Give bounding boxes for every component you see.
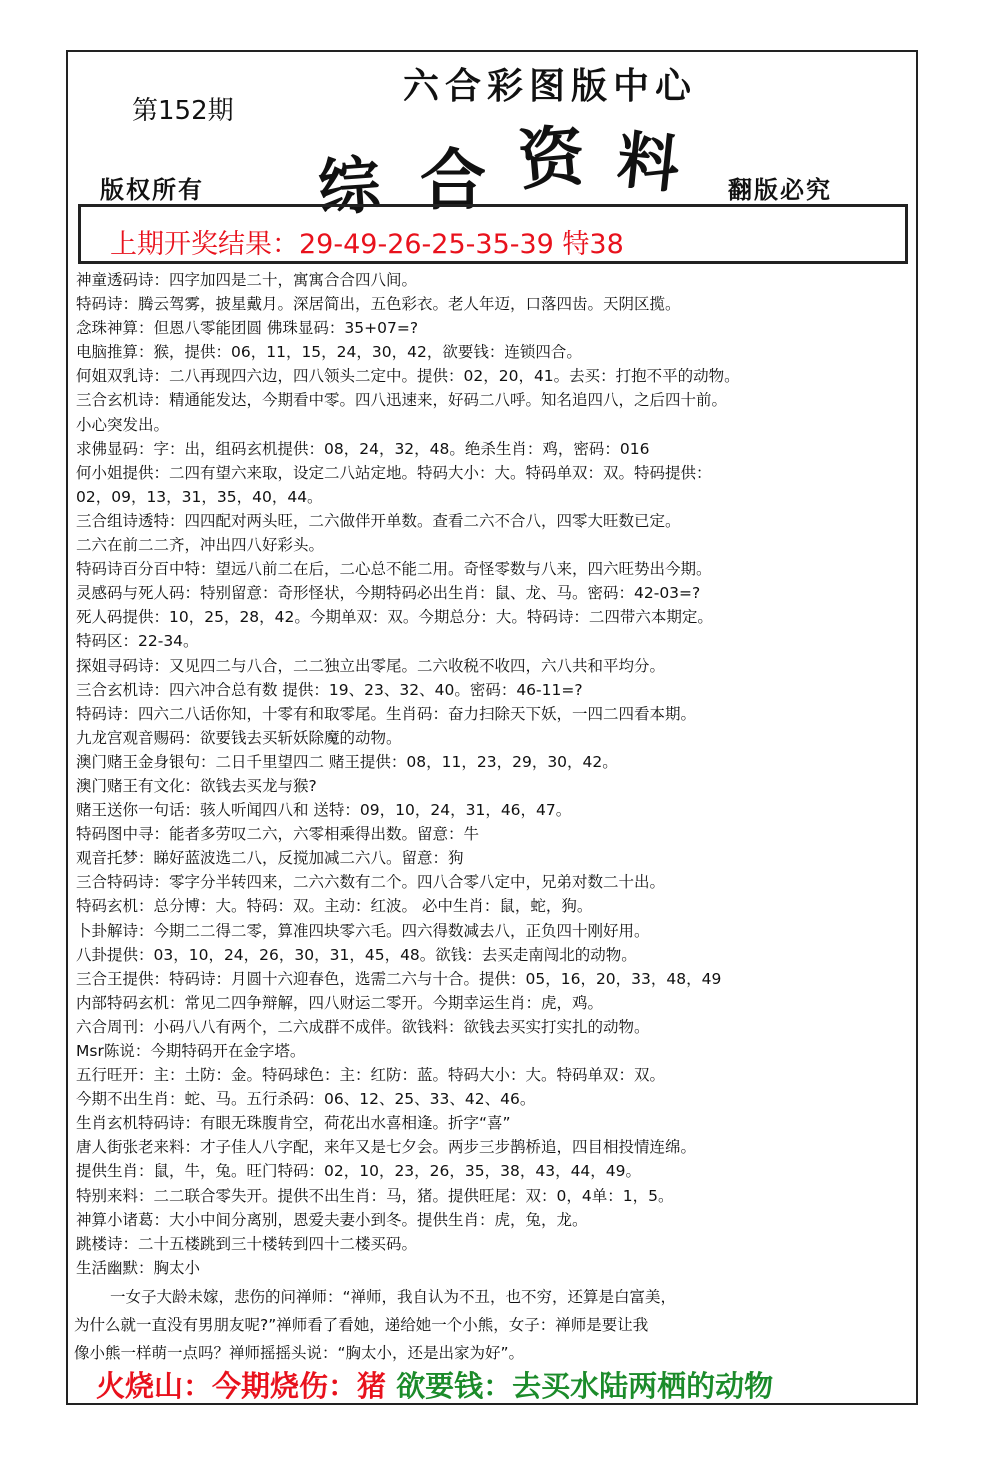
content-line: 何小姐提供：二四有望六来取，设定二八站定地。特码大小：大。特码单双：双。特码提供： xyxy=(76,463,712,482)
content-line: 特码诗：四六二八话你知，十零有和取零尾。生肖码：奋力扫除天下妖，一四二四看本期。 xyxy=(76,704,697,723)
big-title-char-1: 综 xyxy=(315,147,383,226)
content-line: Msr陈说：今期特码开在金字塔。 xyxy=(76,1042,306,1060)
content-line: 特码诗百分百中特：望远八前二在后，二心总不能二用。奇怪零数与八来，四六旺势出今期。 xyxy=(76,560,712,579)
issue-number: 第152期 xyxy=(132,96,234,126)
content-line: 六合周刊：小码八八有两个，二六成群不成伴。欲钱料：欲钱去买实打实扎的动物。 xyxy=(76,1017,650,1036)
content-line: 九龙宫观音赐码：欲要钱去买斩妖除魔的动物。 xyxy=(76,728,402,747)
content-line: 神童透码诗：四字加四是二十，寓寓合合四八间。 xyxy=(76,271,418,289)
copyright-tag: 版权所有 xyxy=(100,175,204,204)
content-line: 今期不出生肖：蛇、马。五行杀码：06、12、25、33、42、46。 xyxy=(76,1090,536,1109)
content-line: 三合特码诗：零字分半转四来，二六六数有二个。四八合零八定中，兄弟对数二十出。 xyxy=(76,873,666,892)
content-line: 观音托梦：睇好蓝波选二八，反搅加减二六八。留意：狗 xyxy=(76,849,464,868)
content-line: 特码诗：腾云驾雾，披星戴月。深居简出，五色彩衣。老人年迈，口落四齿。天阴区揽。 xyxy=(76,295,681,314)
content-line: 特码区：22-34。 xyxy=(76,632,199,651)
humor-story xyxy=(74,1283,904,1367)
content-line: 灵感码与死人码：特别留意：奇形怪状，今期特码必出生肖：鼠、龙、马。密码：42-03=? xyxy=(76,584,701,603)
content-line: 念珠神算：但恩八零能团圆 佛珠显码：35+07=? xyxy=(76,319,419,338)
content-line: 二六在前二二齐，冲出四八好彩头。 xyxy=(76,536,325,555)
content-line: 特码图中寻：能者多劳叹二六，六零相乘得出数。留意：牛 xyxy=(76,825,480,844)
content-line: 求佛显码：字：出，组码玄机提供：08，24，32，48。绝杀生肖：鸡，密码：016 xyxy=(76,439,650,458)
content-line: 电脑推算：猴，提供：06，11，15，24，30，42，欲要钱：连锁四合。 xyxy=(76,343,582,362)
footer-red-text: 火烧山：今期烧伤：猪 xyxy=(96,1369,387,1403)
footer-green-text: 欲要钱：去买水陆两栖的动物 xyxy=(396,1369,774,1403)
content-line: 何姐双乳诗：二八再现四六边，四八领头二定中。提供：02，20，41。去买：打抱不平的动物。 xyxy=(76,367,740,386)
center-name: 六合彩图版中心 xyxy=(402,65,697,107)
big-title-char-4: 料 xyxy=(613,122,684,203)
content-lines xyxy=(76,268,906,1280)
content-line: 卜卦解诗：今期二二得二零，算准四块零六毛。四六得数减去八，正负四十刚好用。 xyxy=(76,921,650,940)
content-line: 澳门赌王金身银句：二日千里望四二 赌王提供：08，11，23，29，30，42。 xyxy=(76,752,618,771)
content-line: 生活幽默：胸太小 xyxy=(76,1258,201,1277)
last-result: 上期开奖结果：29-49-26-25-35-39 特38 xyxy=(110,229,624,260)
content-line: 小心突发出。 xyxy=(76,415,170,434)
big-title xyxy=(300,105,720,226)
content-line: 跳楼诗：二十五楼跳到三十楼转到四十二楼买码。 xyxy=(76,1234,418,1253)
story-line: 一女子大龄未嫁，悲伤的问禅师：“禅师，我自认为不丑，也不穷，还算是白富美， xyxy=(110,1288,677,1306)
content-line: 三合玄机诗：四六冲合总有数 提供：19、23、32、40。密码：46-11=? xyxy=(76,680,583,699)
content-line: 三合组诗透特：四四配对两头旺，二六做伴开单数。查看二六不合八，四零大旺数已定。 xyxy=(76,511,681,530)
content-line: 三合王提供：特码诗：月圆十六迎春色，选需二六与十合。提供：05，16，20，33，48，49 xyxy=(76,969,722,988)
content-line: 五行旺开：主：土防：金。特码球色：主：红防：蓝。特码大小：大。特码单双：双。 xyxy=(76,1066,666,1085)
content-line: 赌王送你一句话：骇人听闻四八和 送特：09，10，24，31，46，47。 xyxy=(76,801,572,820)
content-line: 探姐寻码诗：又见四二与八合，二二独立出零尾。二六收税不收四，六八共和平均分。 xyxy=(76,656,666,675)
story-line: 为什么就一直没有男朋友呢?”禅师看了看她，递给她一个小熊，女子：禅师是要让我 xyxy=(74,1316,649,1334)
content-line: 神算小诸葛：大小中间分离别，恩爱夫妻小到冬。提供生肖：虎，兔，龙。 xyxy=(76,1210,588,1229)
big-title-char-2: 合 xyxy=(420,141,486,219)
content-line: 内部特码玄机：常见二四争辩解，四八财运二零开。今期幸运生肖：虎，鸡。 xyxy=(76,993,604,1012)
content-line: 生肖玄机特码诗：有眼无珠腹肯空，荷花出水喜相逢。折字“喜” xyxy=(76,1114,511,1133)
content-line: 三合玄机诗：精通能发达，今期看中零。四八迅速来，好码二八呼。知名追四八，之后四十前。 xyxy=(76,391,728,410)
footer-banner xyxy=(96,1364,773,1405)
story-line: 像小熊一样萌一点吗？禅师摇摇头说：“胸太小，还是出家为好”。 xyxy=(74,1344,525,1362)
content-line: 死人码提供：10，25，28，42。今期单双：双。今期总分：大。特码诗：二四带六本期定。 xyxy=(76,608,713,627)
content-line: 特码玄机：总分博：大。特码：双。主动：红波。 必中生肖：鼠，蛇，狗。 xyxy=(76,897,593,916)
content-line: 澳门赌王有文化：欲钱去买龙与猴? xyxy=(76,776,317,795)
content-line: 提供生肖：鼠，牛，兔。旺门特码：02，10，23，26，35，38，43，44，49。 xyxy=(76,1162,642,1181)
content-line: 特别来料：二二联合零失开。提供不出生肖：马，猪。提供旺尾：双：0，4单：1，5。 xyxy=(76,1186,674,1205)
content-line: 02，09，13，31，35，40，44。 xyxy=(76,487,323,506)
piracy-warning-tag: 翻版必究 xyxy=(728,175,832,204)
content-line: 唐人街张老来料：才子佳人八字配，来年又是七夕会。两步三步鹊桥追，四目相投情连绵。 xyxy=(76,1138,697,1157)
content-line: 八卦提供：03，10，24，26，30，31，45，48。欲钱：去买走南闯北的动物。 xyxy=(76,945,637,964)
big-title-char-3: 资 xyxy=(515,116,588,200)
